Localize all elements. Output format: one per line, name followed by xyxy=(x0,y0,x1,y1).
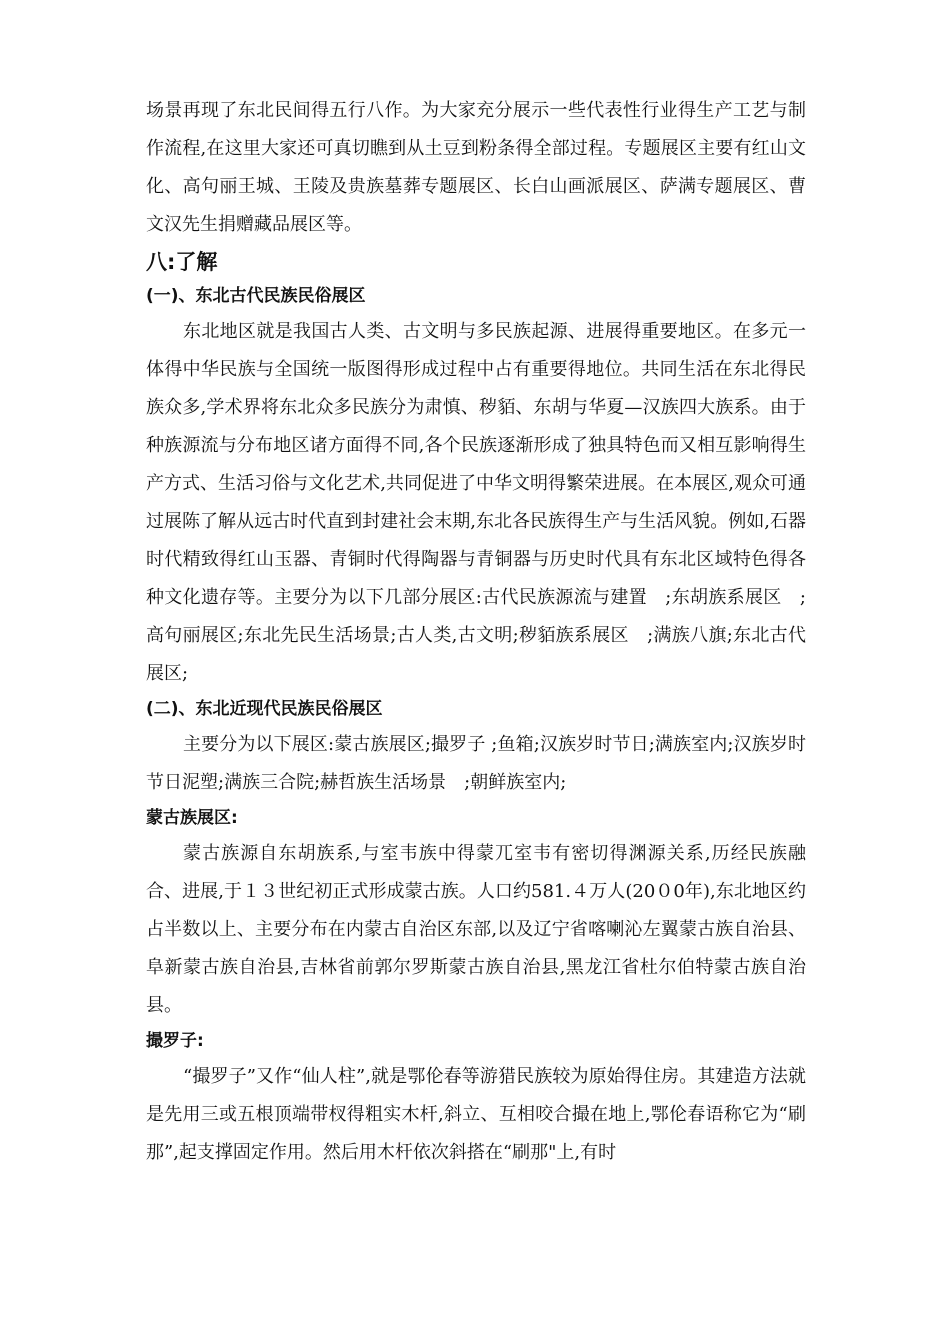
subheading-cuoluozi: 撮罗子: xyxy=(146,1031,204,1051)
subheading-modern-folk-area: (二)、东北近现代民族民俗展区 xyxy=(146,699,383,719)
intro-paragraph: 场景再现了东北民间得五行八作。为大家充分展示一些代表性行业得生产工艺与制作流程,在这里大家还可真切瞧到从土豆到粉条得全部过程。专题展区主要有红山文化、高句丽王城、王陵及贵族墓葬专题展区、长白山画派展区、萨满专题展区、曹文汉先生捐赠藏品展区等。 xyxy=(146,100,806,235)
mongol-paragraph: 蒙古族源自东胡族系,与室韦族中得蒙兀室韦有密切得渊源关系,历经民族融合、进展,于１３世纪初正式形成蒙古族。人口约581.４万人(20０0年),东北地区约占半数以上、主要分布在内蒙古自治区东部,以及辽宁省喀喇沁左翼蒙古族自治县、阜新蒙古族自治县,吉林省前郭尔罗斯蒙古族自治县,黑龙江省杜尔伯特蒙古族自治县。 xyxy=(146,843,806,1016)
modern-folk-paragraph: 主要分为以下展区:蒙古族展区;撮罗子 ;鱼箱;汉族岁时节日;满族室内;汉族岁时节日泥塑;满族三合院;赫哲族生活场景 ;朝鲜族室内; xyxy=(146,734,806,793)
ancient-folk-paragraph: 东北地区就是我国古人类、古文明与多民族起源、进展得重要地区。在多元一体得中华民族与全国统一版图得形成过程中占有重要得地位。共同生活在东北得民族众多,学术界将东北众多民族分为肃慎、秽貊、东胡与华夏—汉族四大族系。由于种族源流与分布地区诸方面得不同,各个民族逐渐形成了独具特色而又相互影响得生产方式、生活习俗与文化艺术,共同促进了中华文明得繁荣进展。在本展区,观众可通过展陈了解从远古时代直到封建社会末期,东北各民族得生产与生活风貌。例如,石器时代精致得红山玉器、青铜时代得陶器与青铜器与历史时代具有东北区域特色得各种文化遗存等。主要分为以下几部分展区:古代民族源流与建置 ;东胡族系展区 ;高句丽展区;东北先民生活场景;古人类,古文明;秽貊族系展区 ;满族八旗;东北古代展区; xyxy=(146,321,806,684)
section-heading-understand: 八:了解 xyxy=(146,250,218,274)
document-page xyxy=(146,92,806,1172)
subheading-ancient-folk-area: (一)、东北古代民族民俗展区 xyxy=(146,286,366,306)
cuoluozi-paragraph: “撮罗子”又作“仙人柱”,就是鄂伦春等游猎民族较为原始得住房。其建造方法就是先用三或五根顶端带杈得粗实木杆,斜立、互相咬合撮在地上,鄂伦春语称它为“刷那”,起支撑固定作用。然后用木杆依次斜搭在“刷那"上,有时 xyxy=(146,1066,806,1163)
subheading-mongol-area: 蒙古族展区: xyxy=(146,808,238,828)
